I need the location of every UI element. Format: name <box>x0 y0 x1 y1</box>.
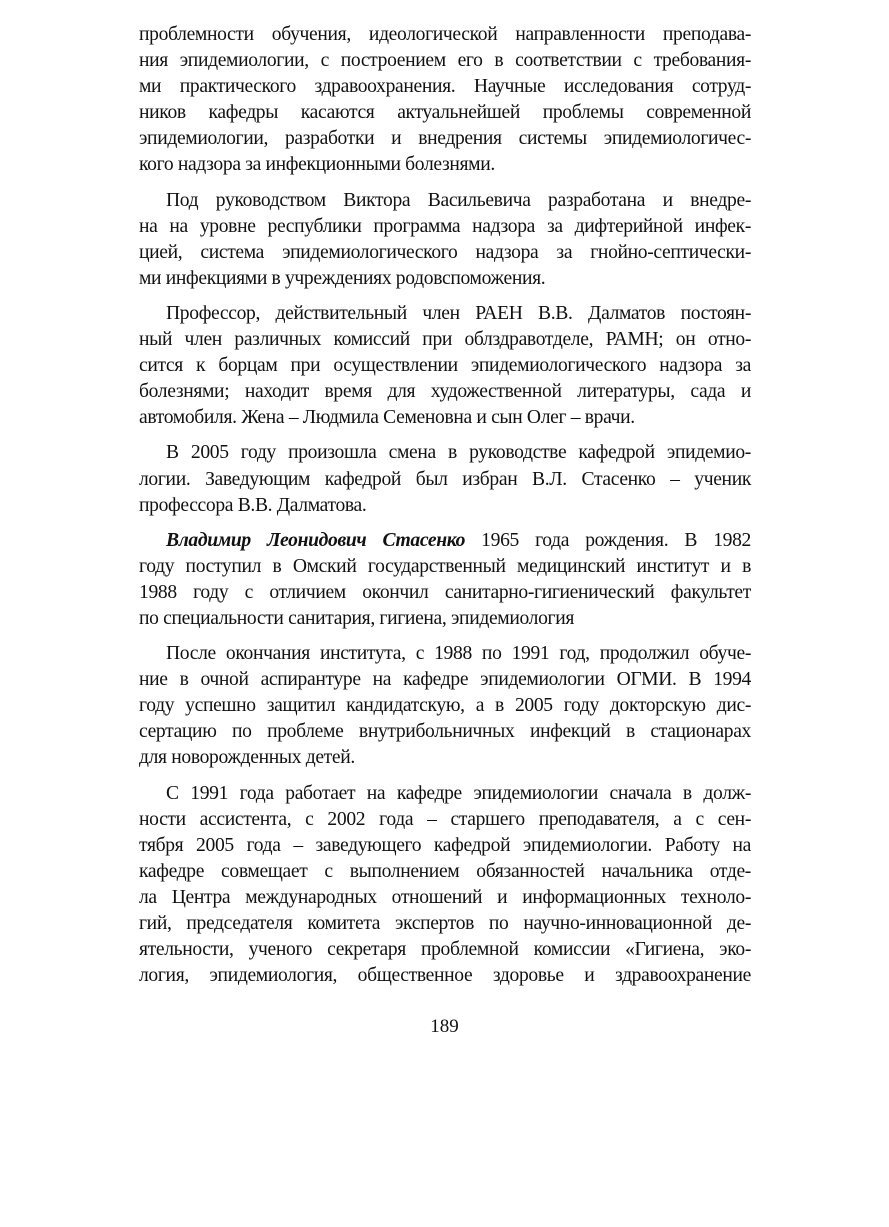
paragraph-2 <box>139 188 751 292</box>
text-line: ния эпидемиологии, с построением его в соответствии с требования- <box>139 50 751 72</box>
text-line: ности ассистента, с 2002 года – старшего преподавателя, а с сен- <box>139 808 751 830</box>
text-line: Профессор, действительный член РАЕН В.В. Далматов постоян- <box>166 302 751 324</box>
text-line: Под руководством Виктора Васильевича разработана и внедре- <box>166 189 751 211</box>
paragraph-4 <box>139 440 751 518</box>
text-line: профессора В.В. Далматова. <box>139 494 367 516</box>
page-number: 189 <box>430 1016 459 1037</box>
paragraph-7 <box>139 781 751 990</box>
text-line: тября 2005 года – заведующего кафедрой эпидемиологии. Работу на <box>139 834 751 856</box>
text-line: по специальности санитария, гигиена, эпидемиология <box>139 607 575 629</box>
text-line: ми инфекциями в учреждениях родовспоможения. <box>139 267 546 289</box>
text-line: на на уровне республики программа надзора за дифтерийной инфек- <box>139 215 751 237</box>
text-line: ми практического здравоохранения. Научные исследования сотруд- <box>139 76 751 98</box>
text-line: После окончания института, с 1988 по 1991 год, продолжил обуче- <box>166 643 751 665</box>
text-line: году поступил в Омский государственный медицинский институт и в <box>139 555 751 577</box>
paragraph-1 <box>139 22 751 179</box>
text-line: кого надзора за инфекционными болезнями. <box>139 154 495 176</box>
text-line: ла Центра международных отношений и информационных техноло- <box>139 886 751 908</box>
paragraph-6 <box>139 641 751 771</box>
text-line: для новорожденных детей. <box>139 747 355 769</box>
text-line: ятельности, ученого секретаря проблемной комиссии «Гигиена, эко- <box>139 939 751 961</box>
text-line: логии. Заведующим кафедрой был избран В.Л. Стасенко – ученик <box>139 468 751 490</box>
text-line: проблемности обучения, идеологической направленности преподава- <box>139 24 751 45</box>
text-line: ников кафедры касаются актуальнейшей проблемы современной <box>139 102 751 124</box>
text-line: году успешно защитил кандидатскую, а в 2005 году докторскую дис- <box>139 695 751 717</box>
text-line: 1988 году с отличием окончил санитарно-гигиенический факультет <box>139 581 751 603</box>
text-line: болезнями; находит время для художественной литературы, сада и <box>139 381 751 403</box>
text-line: С 1991 года работает на кафедре эпидемиологии сначала в долж- <box>166 782 751 804</box>
text-line: логия, эпидемиология, общественное здоровье и здравоохранение <box>139 965 751 987</box>
text-line: ние в очной аспирантуре на кафедре эпидемиологии ОГМИ. В 1994 <box>139 669 751 691</box>
text-line: автомобиля. Жена – Людмила Семеновна и сын Олег – врачи. <box>139 407 635 429</box>
text-line: цией, система эпидемиологического надзора за гнойно-септически- <box>139 241 751 263</box>
text-line: сертацию по проблеме внутрибольничных инфекций в стационарах <box>139 721 751 743</box>
text-line <box>139 528 751 554</box>
book-page-text <box>139 22 751 989</box>
paragraph-5 <box>139 528 751 632</box>
text-line: гий, председателя комитета экспертов по научно-инновационной де- <box>139 913 751 934</box>
text-line: кафедре совмещает с выполнением обязанностей начальника отде- <box>139 860 751 882</box>
text-run: 1965 года рождения. В 1982 <box>465 529 751 551</box>
text-line: ный член различных комиссий при облздравотделе, РАМН; он отно- <box>139 329 751 351</box>
person-name: Владимир Леонидович Стасенко <box>166 529 466 551</box>
text-line: сится к борцам при осуществлении эпидемиологического надзора за <box>139 355 751 377</box>
text-line: эпидемиологии, разработки и внедрения системы эпидемиологичес- <box>139 128 751 150</box>
text-line: В 2005 году произошла смена в руководстве кафедрой эпидемио- <box>166 442 751 464</box>
paragraph-3 <box>139 301 751 431</box>
